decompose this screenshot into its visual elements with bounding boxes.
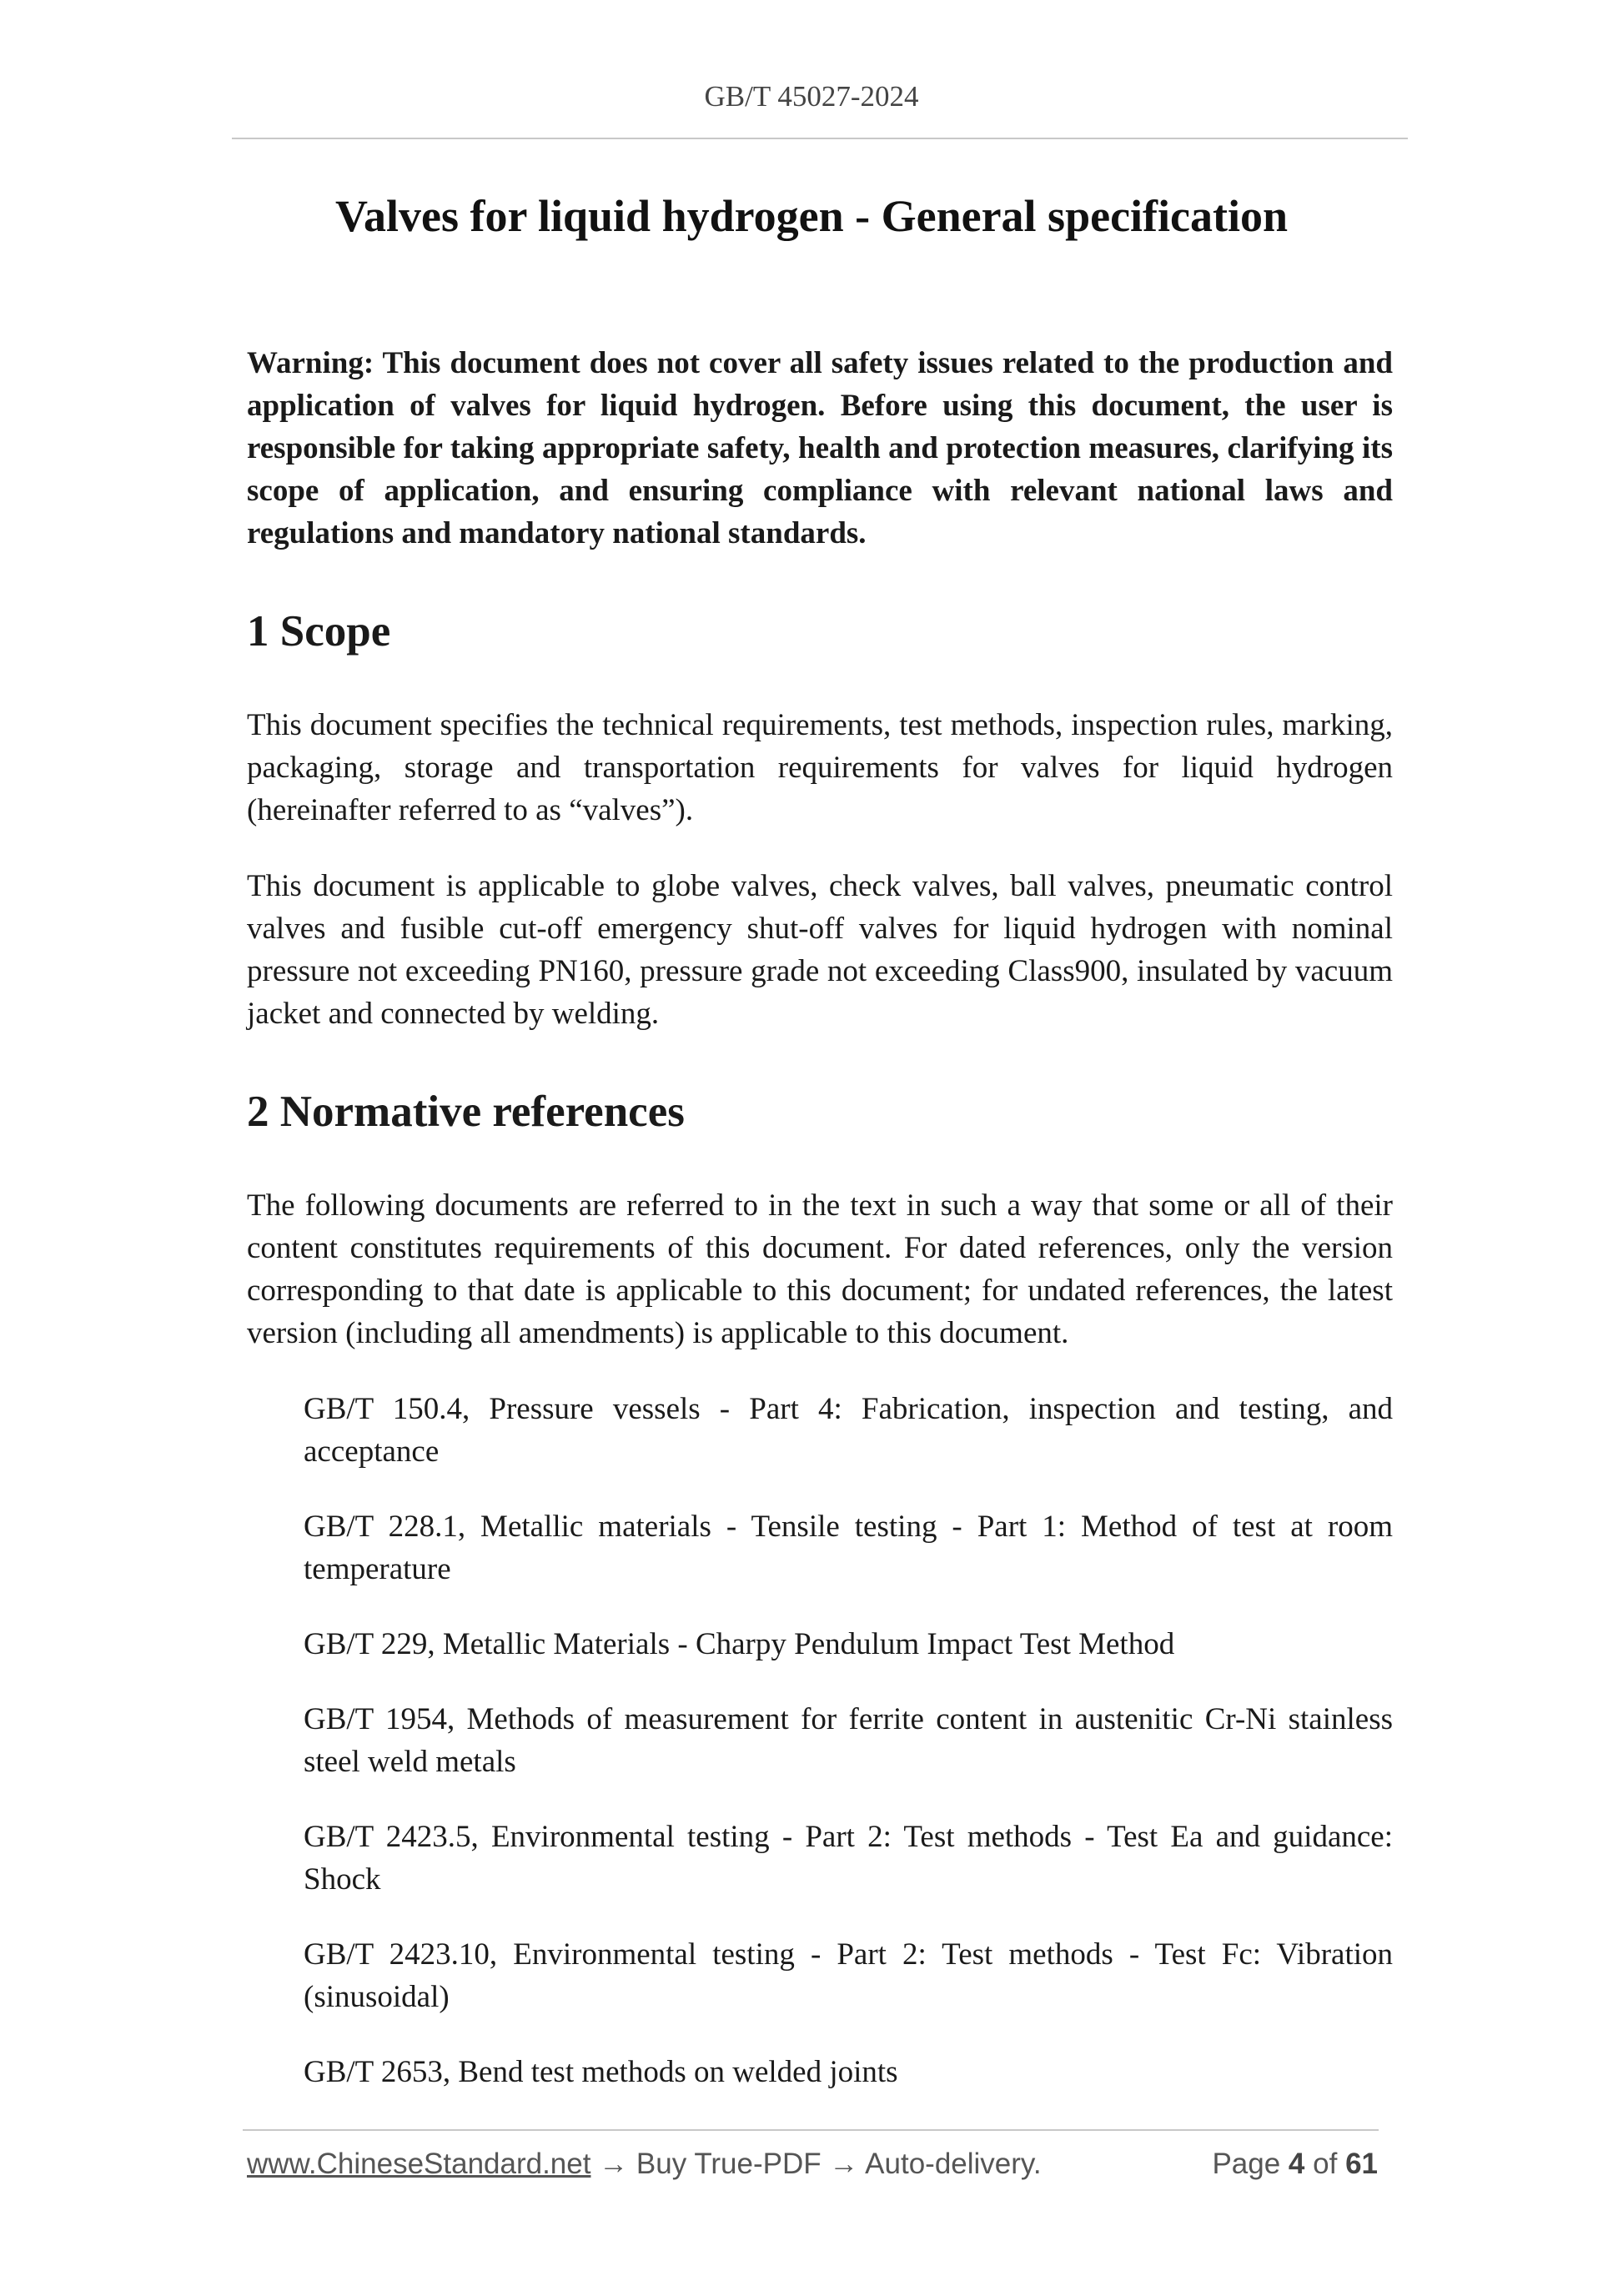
document-code-header: GB/T 45027-2024 xyxy=(704,80,919,113)
website-link[interactable]: www.ChineseStandard.net xyxy=(247,2148,591,2180)
reference-list xyxy=(247,1388,1393,2093)
scope-paragraph: This document specifies the technical requirements, test methods, inspection rules, marking, packaging, storage and transportation requirements for valves for liquid hydrogen (hereinafter referred to as “valves”). xyxy=(247,708,1393,827)
page-label: Page xyxy=(1212,2148,1281,2180)
warning-notice: Warning: This document does not cover all safety issues related to the production and application of valves for liquid hydrogen. Before using this document, the user is responsible for taking appropriate safety, health and protection measures, clarifying its scope of application, and ensuring compliance with relevant national laws and regulations and mandatory national standards. xyxy=(247,346,1393,550)
reference-item: GB/T 150.4, Pressure vessels - Part 4: Fabrication, inspection and testing, and acceptance xyxy=(304,1392,1393,1469)
footer-tagline: → Buy True-PDF → Auto-delivery. xyxy=(590,2148,1042,2180)
document-title: Valves for liquid hydrogen - General specification xyxy=(334,191,1289,241)
reference-item: GB/T 229, Metallic Materials - Charpy Pendulum Impact Test Method xyxy=(304,1627,1175,1661)
section-heading-scope: 1 Scope xyxy=(247,607,391,656)
scope-paragraph: This document is applicable to globe valves, check valves, ball valves, pneumatic control valves and fusible cut-off emergency shut-off valves for liquid hydrogen with nominal pressure not exceeding PN160, pressure grade not exceeding Class900, insulated by vacuum jacket and connected by welding. xyxy=(247,869,1393,1031)
current-page-number: 4 xyxy=(1288,2148,1305,2180)
reference-item: GB/T 2653, Bend test methods on welded joints xyxy=(304,2055,898,2089)
section-heading-normative-references: 2 Normative references xyxy=(247,1088,685,1136)
reference-item: GB/T 2423.5, Environmental testing - Part 2: Test methods - Test Ea and guidance: Shock xyxy=(304,1820,1393,1897)
reference-item: GB/T 2423.10, Environmental testing - Part 2: Test methods - Test Fc: Vibration (sinusoidal) xyxy=(304,1937,1393,2014)
page-indicator xyxy=(1212,2148,1378,2181)
header-divider xyxy=(232,138,1408,139)
footer-promo xyxy=(247,2148,1042,2181)
of-label: of xyxy=(1313,2148,1338,2180)
reference-item: GB/T 1954, Methods of measurement for ferrite content in austenitic Cr-Ni stainless steel weld metals xyxy=(304,1702,1393,1779)
normative-references-intro: The following documents are referred to in the text in such a way that some or all of their content constitutes requirements of this document. For dated references, only the version corresponding to that date is applicable to this document; for undated references, the latest version (including all amendments) is applicable to this document. xyxy=(247,1188,1393,1350)
reference-item: GB/T 228.1, Metallic materials - Tensile testing - Part 1: Method of test at room temperature xyxy=(304,1510,1393,1586)
total-page-count: 61 xyxy=(1345,2148,1378,2180)
footer-divider xyxy=(243,2129,1379,2131)
document-body xyxy=(247,342,1393,2126)
